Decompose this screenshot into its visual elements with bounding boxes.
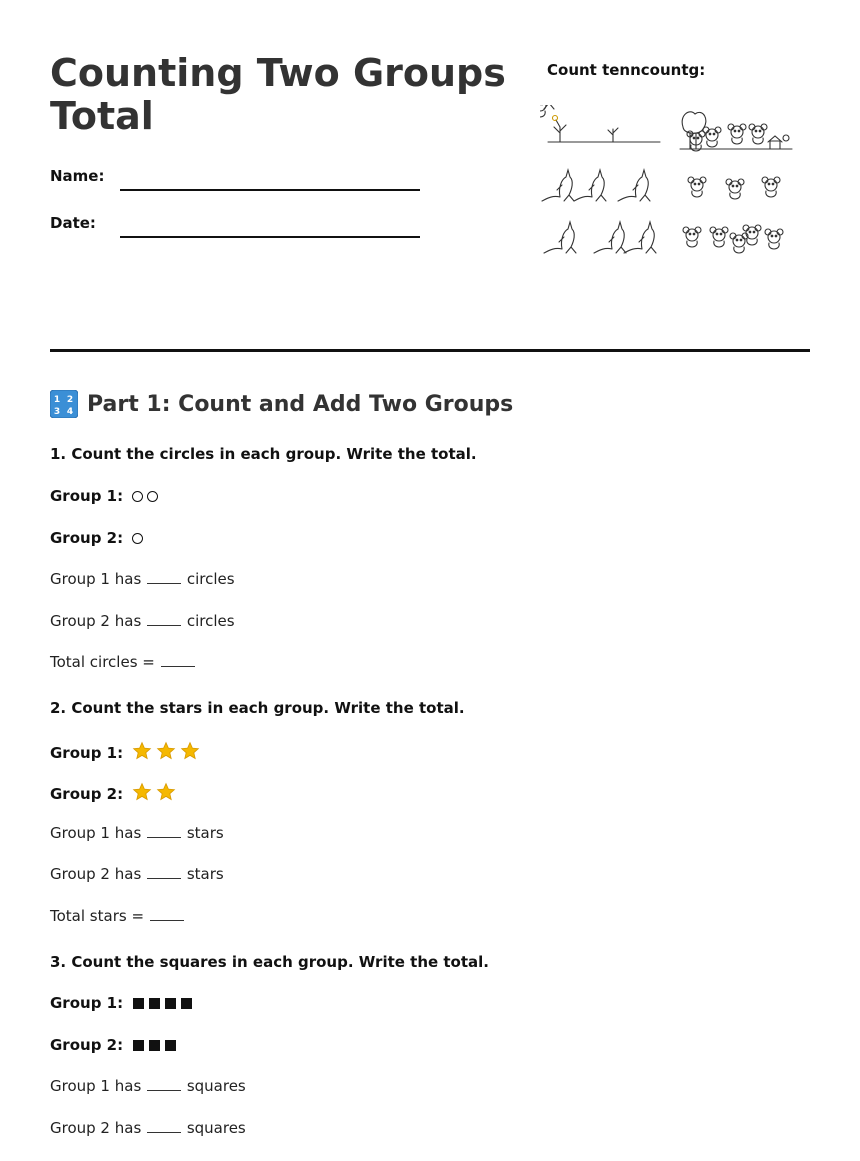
circle-icon (147, 491, 158, 502)
q1-total-pre: Total circles = (50, 653, 155, 671)
square-icon (149, 1040, 160, 1051)
q3-line2-post: squares (186, 1119, 246, 1137)
q2-group-2 (50, 782, 176, 803)
part1-heading (50, 390, 513, 418)
q3-group-1-label: Group 1: (50, 994, 124, 1012)
numbers-keycap-icon (50, 390, 78, 418)
svg-text:1: 1 (53, 395, 61, 405)
q3-group-1-squares (128, 994, 192, 1012)
answer-blank[interactable] (147, 613, 181, 626)
answer-blank[interactable] (147, 1120, 181, 1133)
q2-group-1-stars (128, 744, 200, 762)
q1-line1-pre: Group 1 has (50, 570, 142, 588)
q1-group-1-answer (50, 570, 235, 588)
star-icon (156, 782, 176, 802)
q3-group-1-answer (50, 1077, 246, 1095)
q2-group-2-answer (50, 865, 224, 883)
q1-group-2 (50, 529, 143, 547)
question-2-prompt: 2. Count the stars in each group. Write the total. (50, 699, 465, 717)
q1-line2-post: circles (186, 612, 235, 630)
q3-group-2-squares (128, 1036, 176, 1054)
name-write-line[interactable] (120, 189, 420, 191)
q1-group-1 (50, 487, 158, 505)
circle-icon (132, 533, 143, 544)
question-3-prompt: 3. Count the squares in each group. Write the total. (50, 953, 489, 971)
q3-group-2-answer (50, 1119, 246, 1137)
star-icon (180, 741, 200, 761)
q2-group-1-answer (50, 824, 224, 842)
q3-line2-pre: Group 2 has (50, 1119, 142, 1137)
answer-blank[interactable] (147, 571, 181, 584)
q2-line1-post: stars (186, 824, 224, 842)
part1-heading-text: Part 1: Count and Add Two Groups (87, 391, 514, 417)
answer-blank[interactable] (161, 654, 195, 667)
q1-line1-post: circles (186, 570, 235, 588)
square-icon (165, 998, 176, 1009)
answer-blank[interactable] (147, 866, 181, 879)
name-label: Name: (50, 167, 105, 185)
circle-icon (132, 491, 143, 502)
answer-blank[interactable] (147, 1078, 181, 1091)
worksheet-title: Counting Two Groups Total (50, 51, 506, 138)
q2-group-2-stars (128, 785, 176, 803)
q3-group-2-label: Group 2: (50, 1036, 124, 1054)
q1-group-2-answer (50, 612, 235, 630)
q1-group-1-circles (128, 487, 158, 505)
svg-text:2: 2 (66, 395, 74, 405)
q2-total-answer (50, 907, 185, 925)
square-icon (165, 1040, 176, 1051)
q2-line1-pre: Group 1 has (50, 824, 142, 842)
square-icon (133, 998, 144, 1009)
star-icon (156, 741, 176, 761)
q3-group-1 (50, 994, 192, 1012)
svg-text:3: 3 (53, 407, 61, 417)
date-field[interactable] (50, 214, 430, 238)
q2-total-pre: Total stars = (50, 907, 145, 925)
star-icon (132, 782, 152, 802)
square-icon (181, 998, 192, 1009)
date-label: Date: (50, 214, 96, 232)
svg-text:4: 4 (66, 407, 74, 417)
q2-group-1 (50, 741, 200, 762)
date-write-line[interactable] (120, 236, 420, 238)
square-icon (133, 1040, 144, 1051)
divider-line (50, 349, 810, 352)
count-label: Count tenncountg: (547, 61, 706, 79)
q3-group-2 (50, 1036, 176, 1054)
q1-group-2-circles (128, 529, 143, 547)
name-field[interactable] (50, 167, 430, 191)
q2-group-1-label: Group 1: (50, 744, 124, 762)
q2-group-2-label: Group 2: (50, 785, 124, 803)
q1-group-1-label: Group 1: (50, 487, 124, 505)
animals-illustration (540, 105, 800, 260)
question-1-prompt: 1. Count the circles in each group. Write the total. (50, 445, 477, 463)
q1-line2-pre: Group 2 has (50, 612, 142, 630)
answer-blank[interactable] (147, 825, 181, 838)
q3-line1-pre: Group 1 has (50, 1077, 142, 1095)
star-icon (132, 741, 152, 761)
q2-line2-post: stars (186, 865, 224, 883)
q2-line2-pre: Group 2 has (50, 865, 142, 883)
q1-total-answer (50, 653, 196, 671)
answer-blank[interactable] (150, 908, 184, 921)
square-icon (149, 998, 160, 1009)
q3-line1-post: squares (186, 1077, 246, 1095)
q1-group-2-label: Group 2: (50, 529, 124, 547)
